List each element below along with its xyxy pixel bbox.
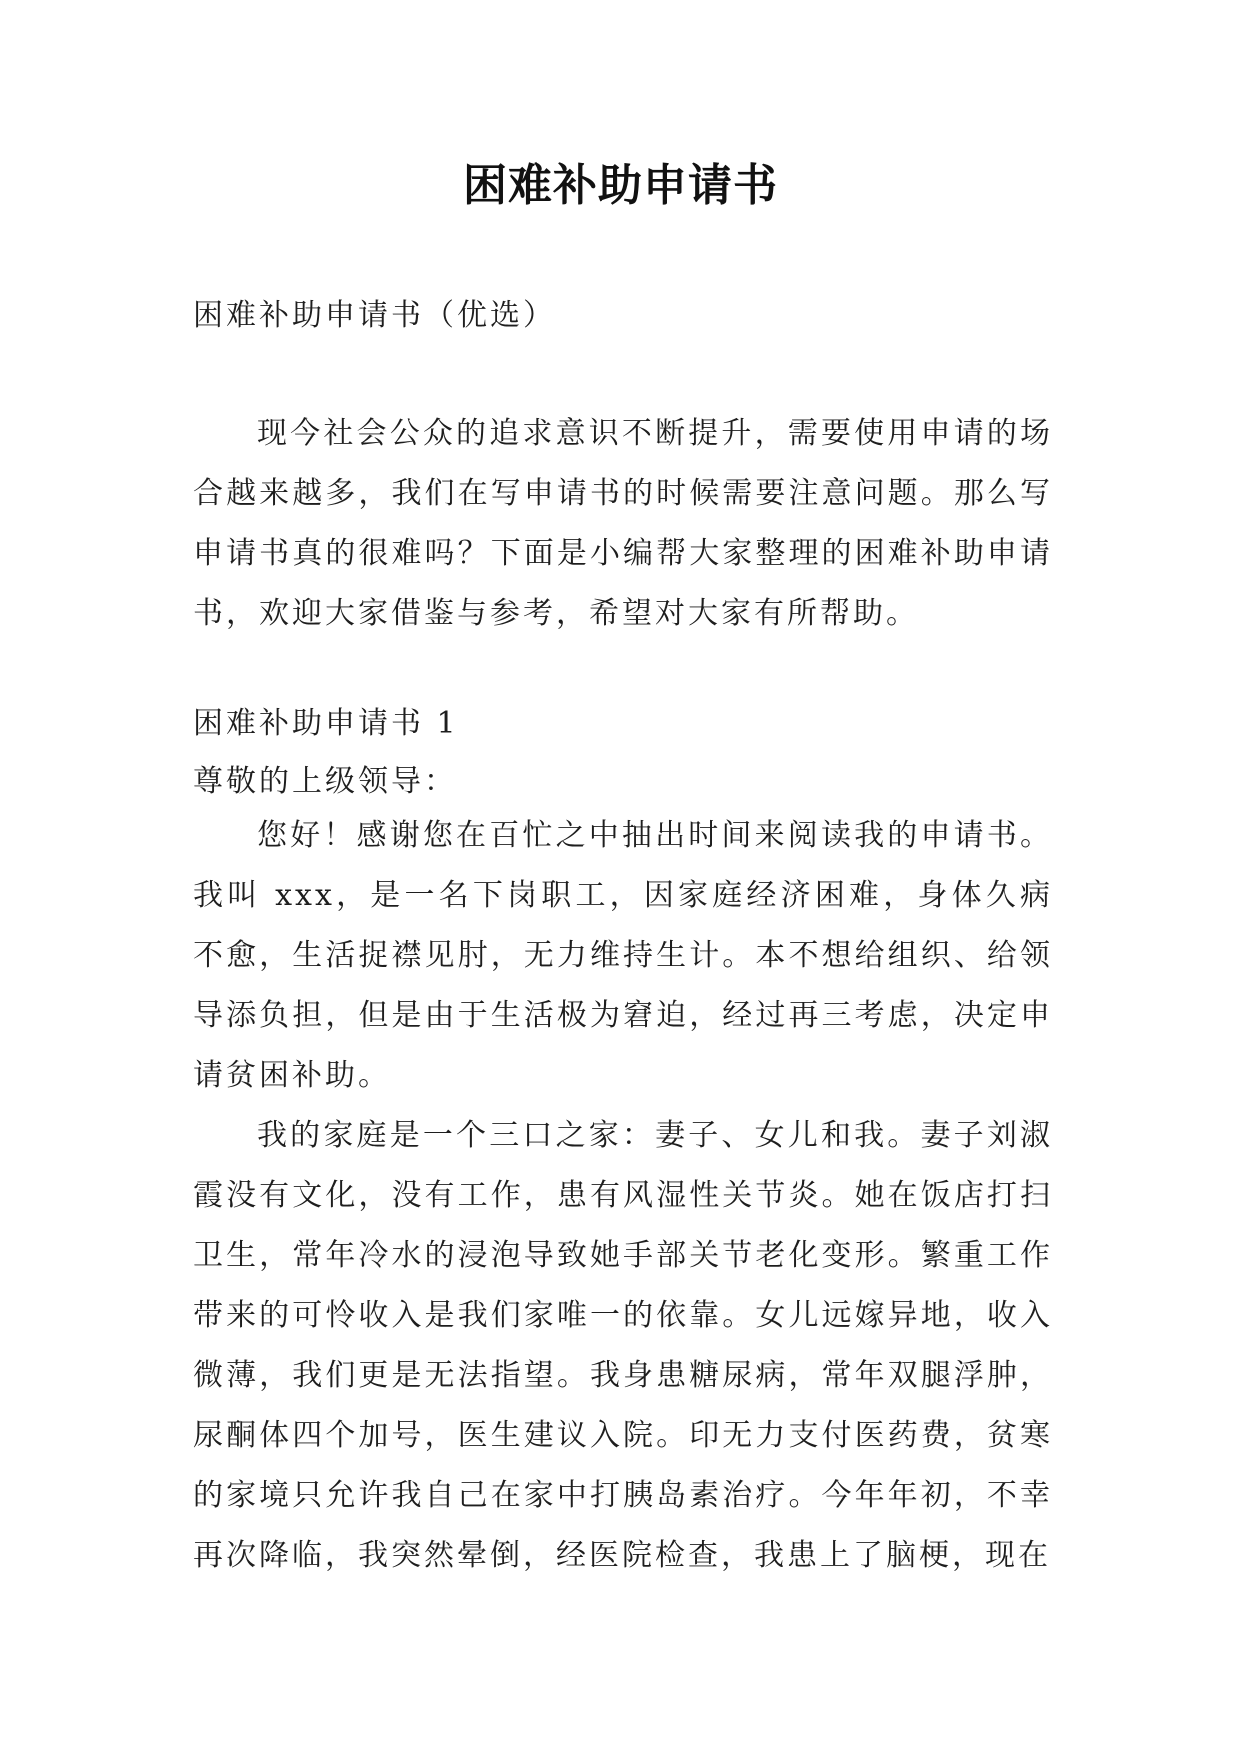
body-paragraph-2: 我的家庭是一个三口之家：妻子、女儿和我。妻子刘淑霞没有文化，没有工作，患有风湿性关节炎。她在饭店打扫卫生，常年冷水的浸泡导致她手部关节老化变形。繁重工作带来的可怜收入是我们家唯一的依靠。女儿远嫁异地，收入微薄，我们更是无法指望。我身患糖尿病，常年双腿浮肿，尿酮体四个加号，医生建议入院。印无力支付医药费，贫寒的家境只允许我自己在家中打胰岛素治疗。今年年初，不幸再次降临，我突然晕倒，经医院检查，我患上了脑梗，现在 [193,1118,1053,1573]
salutation: 尊敬的上级领导： [193,764,457,799]
document-subtitle: 困难补助申请书（优选） [193,298,556,333]
section-heading: 困难补助申请书 1 [193,706,459,741]
body-paragraph-1: 您好！感谢您在百忙之中抽出时间来阅读我的申请书。我叫 xxx，是一名下岗职工，因家庭经济困难，身体久病不愈，生活捉襟见肘，无力维持生计。本不想给组织、给领导添负担，但是由于生活极为窘迫，经过再三考虑，决定申请贫困补助。 [193,818,1053,1093]
document-title: 困难补助申请书 [463,160,778,211]
intro-paragraph: 现今社会公众的追求意识不断提升，需要使用申请的场合越来越多，我们在写申请书的时候需要注意问题。那么写申请书真的很难吗？下面是小编帮大家整理的困难补助申请书，欢迎大家借鉴与参考，希望对大家有所帮助。 [193,416,1053,631]
